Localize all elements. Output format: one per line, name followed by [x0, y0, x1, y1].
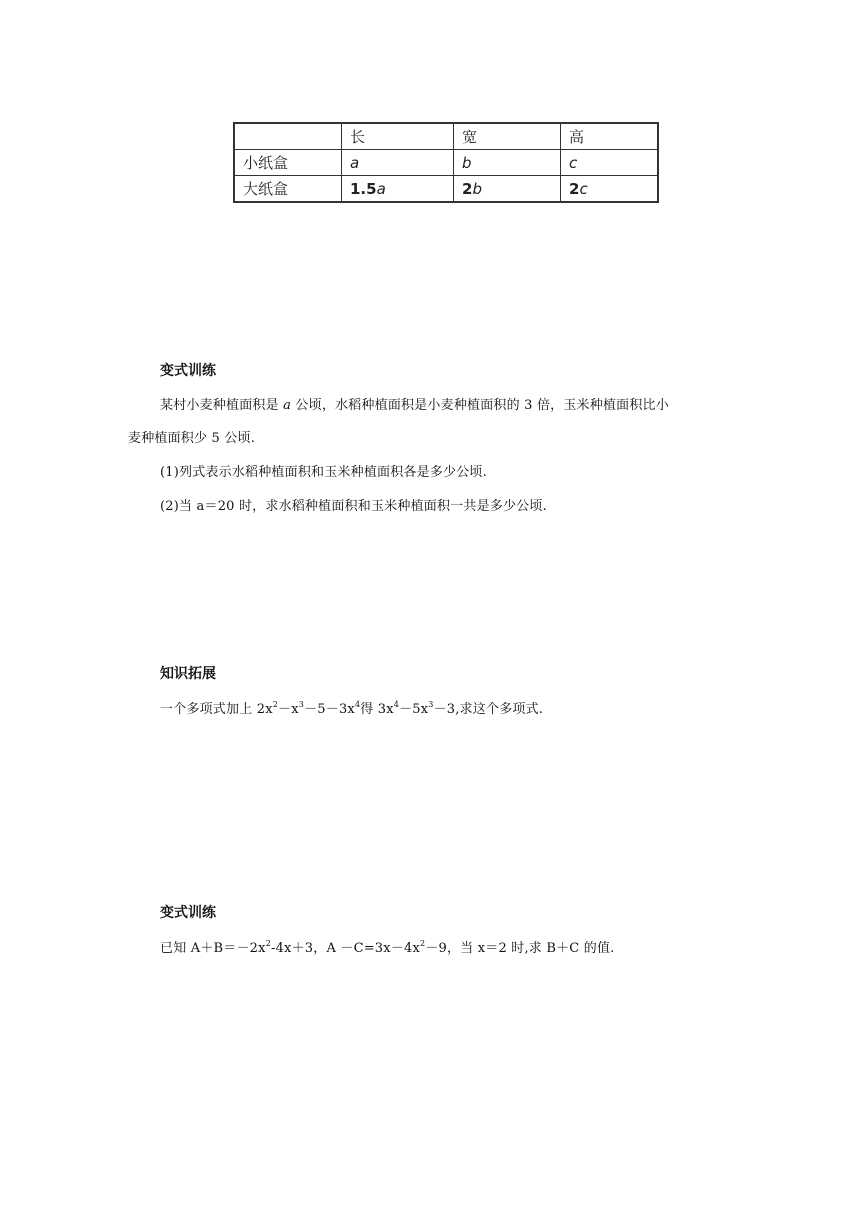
table-header-cell [234, 123, 342, 150]
coef: 2 [569, 179, 580, 198]
text-span: 公顷，水稻种植面积是小麦种植面积的 3 倍，玉米种植面积比小 [291, 398, 669, 413]
text-span: -4x＋3，A －C=3x－4x [270, 941, 421, 956]
table-cell [454, 176, 561, 203]
section-heading: 变式训练 [160, 363, 216, 379]
table-cell [342, 150, 454, 176]
table-cell [561, 176, 659, 203]
text-span: 已知 A＋B＝－2x [160, 941, 266, 956]
exponent: 2 [420, 939, 426, 948]
table-header-row [234, 123, 658, 150]
table-header-cell: 长 [342, 123, 454, 150]
polynomial-problem [160, 698, 543, 717]
exponent: 3 [428, 700, 434, 709]
var-a: a [350, 153, 360, 172]
var-c: c [569, 153, 578, 172]
var-a: a [376, 179, 386, 198]
table-header-cell: 高 [561, 123, 659, 150]
table-cell [561, 150, 659, 176]
text-span: 得 3x [360, 702, 394, 717]
box-dimensions-table [233, 122, 659, 203]
text-span: －3,求这个多项式. [433, 702, 544, 717]
row-label: 大纸盒 [234, 176, 342, 203]
coef: 2 [462, 179, 473, 198]
var-c: c [579, 179, 588, 198]
exponent: 3 [298, 700, 305, 709]
problem-text [160, 394, 669, 413]
var-a: a [283, 398, 292, 413]
text-span: －x [278, 702, 299, 717]
evaluation-problem [160, 937, 614, 956]
table-cell [454, 150, 561, 176]
text-span: －9，当 x＝2 时,求 B＋C 的值. [425, 941, 615, 956]
exponent: 2 [265, 939, 271, 948]
question-2: (2)当 a＝20 时，求水稻种植面积和玉米种植面积一共是多少公顷. [160, 499, 547, 514]
problem-text-cont: 麦种植面积少 5 公顷. [128, 431, 256, 446]
exponent: 4 [393, 700, 400, 709]
table-row [234, 176, 658, 203]
table-header-cell: 宽 [454, 123, 561, 150]
var-b: b [462, 153, 472, 172]
section-heading: 变式训练 [160, 905, 216, 921]
text-span: 某村小麦种植面积是 [160, 398, 284, 413]
table-row [234, 150, 658, 176]
question-1: (1)列式表示水稻种植面积和玉米种植面积各是多少公顷. [160, 465, 487, 480]
exponent: 2 [272, 700, 279, 709]
section-heading: 知识拓展 [160, 666, 216, 682]
exponent: 4 [354, 700, 361, 709]
row-label: 小纸盒 [234, 150, 342, 176]
coef: 1.5 [350, 179, 377, 198]
table-cell [342, 176, 454, 203]
text-span: 一个多项式加上 2x [160, 702, 273, 717]
text-span: －5x [399, 702, 429, 717]
text-span: －5－3x [304, 702, 355, 717]
var-b: b [472, 179, 482, 198]
